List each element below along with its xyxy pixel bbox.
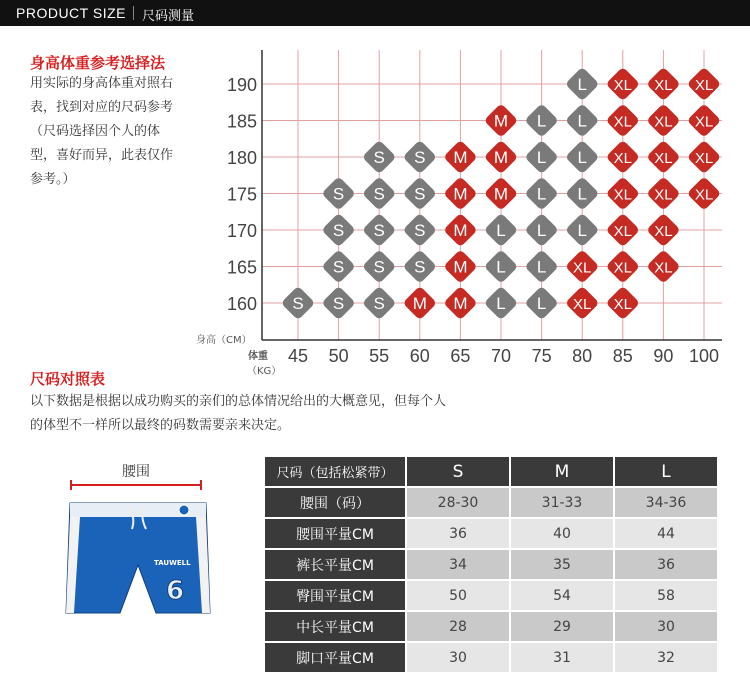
- size-marker-label: L: [496, 257, 506, 277]
- size-table-row: [264, 549, 718, 580]
- header-title-cn: 尺码测量: [142, 9, 195, 24]
- method-description-line: 型，喜好而异，此表仅作: [30, 148, 174, 163]
- size-marker-label: L: [536, 148, 547, 167]
- size-table-row-label: 腰围平量CM: [264, 518, 406, 549]
- method-description-line: 参考。）: [30, 172, 76, 187]
- size-marker-label: M: [453, 257, 468, 277]
- compare-description-line: 以下数据是根据以成功购买的亲们的总体情况给出的大概意见，但每个人: [30, 394, 447, 409]
- size-table-row-label: 腰围（码）: [264, 487, 406, 518]
- size-marker-label: S: [414, 184, 426, 204]
- x-tick-label: 65: [450, 346, 471, 366]
- size-marker-label: XL: [654, 223, 673, 240]
- shorts-number: 6: [166, 576, 185, 606]
- size-table-cell: 40: [510, 518, 614, 549]
- size-marker-label: S: [373, 257, 385, 277]
- size-table-cell: 35: [510, 549, 614, 580]
- header-title-en: PRODUCT SIZE: [16, 5, 126, 21]
- size-marker-label: L: [536, 257, 547, 277]
- method-title: 身高体重参考选择法: [30, 54, 166, 72]
- size-marker-label: XL: [613, 186, 632, 204]
- size-table-row: [264, 642, 718, 673]
- shorts-image: [58, 495, 218, 625]
- size-table-cell: 58: [614, 580, 718, 611]
- size-marker-label: XL: [654, 150, 673, 167]
- method-description-line: 表，找到对应的尺码参考: [30, 100, 174, 115]
- x-tick-label: 80: [572, 346, 593, 366]
- size-table-cell: 30: [614, 611, 718, 642]
- size-table-header-cell: M: [510, 456, 614, 487]
- size-marker-label: XL: [613, 113, 632, 131]
- size-marker-label: M: [493, 148, 509, 167]
- size-marker-label: L: [577, 221, 587, 240]
- size-table-cell: 34-36: [614, 487, 718, 518]
- size-table: [263, 455, 719, 674]
- size-table-row-label: 脚口平量CM: [264, 642, 406, 673]
- size-marker-label: XL: [654, 77, 673, 94]
- size-table-header-cell: S: [406, 456, 510, 487]
- size-marker-label: L: [536, 184, 547, 204]
- size-marker-label: XL: [573, 259, 592, 277]
- size-table-row: [264, 487, 718, 518]
- size-table-row: [264, 611, 718, 642]
- compare-description-line: 的体型不一样所以最终的码数需要亲来决定。: [30, 418, 291, 433]
- size-table-row: [264, 518, 718, 549]
- shorts-brand: TAUWELL: [154, 559, 191, 567]
- x-tick-label: 85: [612, 346, 633, 366]
- size-marker-label: XL: [613, 77, 632, 94]
- size-marker-label: L: [536, 111, 547, 131]
- size-marker-label: S: [373, 148, 385, 167]
- size-table-cell: 36: [614, 549, 718, 580]
- y-tick-label: 190: [226, 75, 257, 95]
- y-tick-label: 180: [226, 148, 257, 168]
- x-tick-label: 100: [688, 346, 720, 366]
- size-marker-label: L: [496, 221, 506, 240]
- size-marker-label: L: [536, 221, 547, 240]
- size-marker-label: S: [332, 294, 345, 313]
- compare-title: 尺码对照表: [30, 370, 106, 388]
- y-tick-label: 160: [226, 294, 257, 314]
- size-table-cell: 44: [614, 518, 718, 549]
- size-marker-label: M: [453, 148, 468, 167]
- size-marker-label: S: [332, 257, 345, 277]
- size-marker-label: XL: [694, 150, 714, 167]
- y-tick-label: 170: [226, 221, 257, 241]
- size-marker-label: M: [453, 221, 468, 240]
- x-axis-label: 体重: [248, 351, 268, 362]
- size-table-cell: 34: [406, 549, 510, 580]
- size-table-row-label: 臀围平量CM: [264, 580, 406, 611]
- size-marker-label: S: [292, 294, 304, 313]
- size-marker-label: L: [577, 148, 587, 167]
- size-marker-label: M: [453, 294, 468, 313]
- size-marker-label: L: [536, 294, 547, 313]
- size-table-cell: 54: [510, 580, 614, 611]
- size-marker-label: S: [414, 221, 426, 240]
- size-marker-label: XL: [694, 186, 714, 204]
- size-marker-label: L: [496, 294, 506, 313]
- size-table-cell: 30: [406, 642, 510, 673]
- size-marker-label: XL: [654, 186, 673, 204]
- size-marker-label: XL: [613, 259, 632, 277]
- size-marker-label: M: [453, 184, 468, 204]
- size-table-cell: 31-33: [510, 487, 614, 518]
- method-description-line: （尺码选择因个人的体: [30, 124, 161, 139]
- size-table-row-label: 裤长平量CM: [264, 549, 406, 580]
- waist-measure-line: [70, 484, 202, 486]
- size-table-row: [264, 580, 718, 611]
- size-marker-label: XL: [573, 296, 592, 313]
- size-table-cell: 29: [510, 611, 614, 642]
- size-marker-label: XL: [613, 296, 632, 313]
- x-tick-label: 55: [369, 346, 390, 366]
- y-tick-label: 185: [226, 111, 257, 132]
- size-marker-label: L: [577, 184, 587, 204]
- size-marker-label: M: [493, 184, 509, 204]
- size-table-cell: 36: [406, 518, 510, 549]
- x-tick-label: 70: [490, 346, 512, 366]
- size-marker-label: L: [577, 111, 587, 131]
- size-marker-label: XL: [654, 113, 673, 131]
- size-table-row-label: 中长平量CM: [264, 611, 406, 642]
- size-marker-label: S: [332, 221, 345, 240]
- size-table-cell: 50: [406, 580, 510, 611]
- x-tick-label: 75: [531, 346, 552, 366]
- size-table-header-cell: L: [614, 456, 718, 487]
- size-table-header: [264, 456, 718, 487]
- size-marker-label: S: [373, 221, 385, 240]
- size-marker-label: XL: [613, 150, 632, 167]
- x-axis-label-unit: （KG）: [247, 366, 282, 377]
- waist-label: 腰围: [122, 464, 150, 480]
- size-table-header-cell: 尺码（包括松紧带）: [264, 456, 406, 487]
- size-marker-label: L: [577, 75, 587, 94]
- size-marker-label: S: [414, 148, 426, 167]
- x-tick-label: 45: [287, 346, 309, 366]
- compare-description: [30, 390, 446, 438]
- size-marker-label: S: [414, 257, 426, 277]
- size-marker-label: XL: [613, 223, 632, 240]
- x-tick-label: 90: [653, 346, 674, 366]
- y-tick-label: 175: [226, 184, 257, 205]
- size-marker-label: XL: [654, 259, 673, 277]
- size-marker-label: XL: [694, 113, 714, 131]
- size-marker-label: S: [373, 294, 385, 313]
- size-table-cell: 28: [406, 611, 510, 642]
- x-tick-label: 60: [409, 346, 430, 366]
- size-marker-label: S: [332, 184, 345, 204]
- size-table-cell: 31: [510, 642, 614, 673]
- size-table-cell: 32: [614, 642, 718, 673]
- size-marker-label: M: [493, 111, 509, 131]
- y-axis-label: 身高（CM）: [196, 335, 252, 346]
- y-tick-label: 165: [226, 257, 257, 278]
- x-tick-label: 50: [328, 346, 349, 366]
- size-marker-label: S: [373, 184, 385, 204]
- size-marker-label: M: [412, 294, 427, 313]
- size-table-cell: 28-30: [406, 487, 510, 518]
- method-description-line: 用实际的身高体重对照右: [30, 76, 174, 91]
- size-marker-label: XL: [694, 77, 714, 94]
